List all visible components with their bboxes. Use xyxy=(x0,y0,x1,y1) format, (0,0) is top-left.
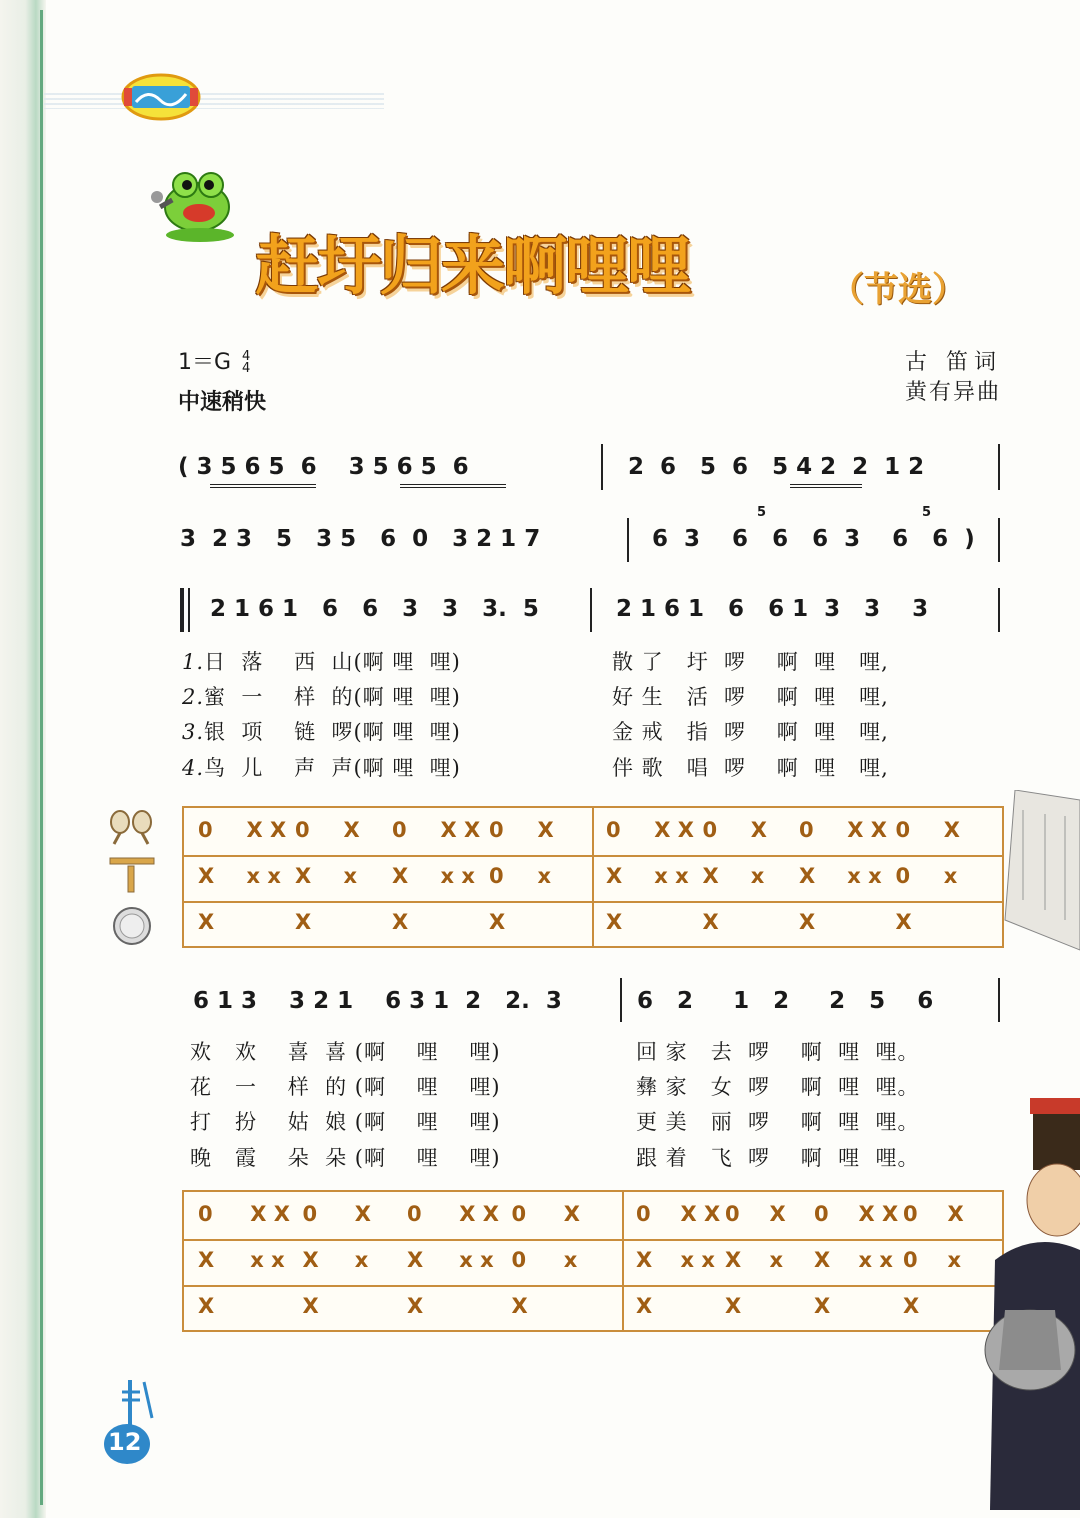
rhythm-cell: X xyxy=(343,818,360,842)
barline xyxy=(601,444,603,490)
rhythm-cell: X xyxy=(903,1294,920,1318)
rhythm-cell: X xyxy=(198,910,215,934)
rhythm-cell: X xyxy=(407,1294,424,1318)
rhythm-cell: 0 xyxy=(814,1202,829,1226)
barline xyxy=(620,978,622,1022)
time-top: 4 xyxy=(242,349,251,364)
barline xyxy=(627,518,629,562)
notation-line3-a: 2 1 6 1 6 6 3 3 3. 5 xyxy=(210,596,539,622)
rhythm-cell: 0 xyxy=(799,818,814,842)
rhythm-cell: X xyxy=(769,1202,786,1226)
key-signature xyxy=(178,345,250,376)
rhythm-row xyxy=(184,900,1002,947)
notation-line1-a: ( 3 5 6 5 6 3 5 6 5 6 xyxy=(178,454,469,480)
page-number: 12 xyxy=(108,1428,142,1456)
rhythm-cell: X X xyxy=(847,818,887,842)
rhythm-cell: 0 xyxy=(903,1202,918,1226)
tempo-marking: 中速稍快 xyxy=(178,390,267,415)
grace-note: 5 xyxy=(757,505,767,520)
rhythm-cell: X xyxy=(702,864,719,888)
singing-frog-icon xyxy=(145,165,240,245)
verse-number: 1. xyxy=(182,650,205,674)
beam xyxy=(210,484,316,488)
rhythm-cell: X xyxy=(606,864,623,888)
lyric-text: 日 落 西 山(啊 哩 哩) xyxy=(204,650,461,674)
rhythm-cell: X xyxy=(943,818,960,842)
lyric-text: 蜜 一 样 的(啊 哩 哩) xyxy=(204,685,461,709)
rhythm-table-upper xyxy=(182,806,1004,948)
rhythm-row xyxy=(184,1238,1002,1287)
rhythm-cell: X X xyxy=(459,1202,499,1226)
grace-note: 5 xyxy=(922,505,932,520)
rhythm-cell: 0 xyxy=(725,1202,740,1226)
rhythm-cell: x x xyxy=(250,1248,285,1272)
lyric-text: 打 扮 姑 娘 (啊 哩 哩) xyxy=(190,1110,501,1134)
erhu-icon xyxy=(118,1378,158,1428)
rhythm-cell: X X xyxy=(440,818,481,842)
time-bottom: 4 xyxy=(242,361,251,376)
rhythm-cell: x xyxy=(343,864,358,888)
lyrics-lower xyxy=(190,1036,501,1178)
barline xyxy=(998,518,1000,562)
lyricist-credit: 古 笛词 xyxy=(905,350,1002,375)
rhythm-cell: x x xyxy=(858,1248,893,1272)
beam xyxy=(400,484,506,488)
rhythm-cell: 0 xyxy=(295,818,310,842)
rhythm-cell: 0 xyxy=(302,1202,318,1226)
rhythm-cell: X xyxy=(606,910,623,934)
rhythm-cell: X xyxy=(947,1202,964,1226)
lyric-line xyxy=(182,752,461,788)
lyric-text: 银 项 链 啰(啊 哩 哩) xyxy=(204,720,461,744)
rhythm-cell: X xyxy=(799,864,816,888)
rhythm-cell: 0 xyxy=(511,1202,527,1226)
key-label: 1＝G xyxy=(178,350,232,375)
beam xyxy=(790,484,862,488)
rhythm-cell: 0 xyxy=(903,1248,918,1272)
barline xyxy=(998,444,1000,490)
lyric-line xyxy=(182,646,461,681)
lyric-line xyxy=(182,716,461,752)
rhythm-cell: X X xyxy=(250,1202,290,1226)
rhythm-cell: X xyxy=(354,1202,371,1226)
rhythm-cell: x xyxy=(563,1248,578,1272)
lyric-text: 彝 家 女 啰 啊 哩 哩。 xyxy=(636,1075,920,1099)
rhythm-row xyxy=(184,1192,1002,1241)
rhythm-cell: X xyxy=(392,910,409,934)
notation-line2-a: 3 2 3 5 3 5 6 0 3 2 1 7 xyxy=(180,526,541,552)
song-title: 赶圩归来啊哩哩 xyxy=(255,230,689,304)
rhythm-row xyxy=(184,808,1002,857)
rhythm-cell: X xyxy=(799,910,816,934)
verse-number: 3. xyxy=(182,720,205,744)
lyric-text: 花 一 样 的 (啊 哩 哩) xyxy=(190,1075,501,1099)
lyric-text: 跟 着 飞 啰 啊 哩 哩。 xyxy=(636,1146,920,1170)
rhythm-cell: 0 xyxy=(198,818,213,842)
lyric-text: 散 了 圩 啰 啊 哩 哩, xyxy=(612,650,889,674)
rhythm-cell: x x xyxy=(680,1248,715,1272)
rhythm-cell: 0 xyxy=(636,1202,651,1226)
rhythm-row xyxy=(184,854,1002,903)
rhythm-cell: X xyxy=(702,910,719,934)
rhythm-cell: x xyxy=(354,1248,369,1272)
rhythm-row xyxy=(184,1284,1002,1331)
rhythm-cell: X xyxy=(198,864,215,888)
rhythm-cell: X xyxy=(895,910,912,934)
claves-icon xyxy=(110,858,154,892)
rhythm-cell: x xyxy=(769,1248,784,1272)
verse-number: 2. xyxy=(182,685,205,709)
rhythm-cell: X xyxy=(636,1248,653,1272)
header-stripe xyxy=(44,93,384,109)
rhythm-cell: x xyxy=(750,864,765,888)
notation-line1-b: 2 6 5 6 5 4 2 2 1 2 xyxy=(628,454,925,480)
accordion-badge-icon xyxy=(118,72,204,122)
composer-credit: 黄有异曲 xyxy=(905,380,1002,405)
rhythm-cell: X xyxy=(725,1248,742,1272)
rhythm-cell: 0 xyxy=(895,818,911,842)
rhythm-cell: x x xyxy=(246,864,281,888)
rhythm-cell: X X xyxy=(858,1202,899,1226)
lyric-text: 鸟 儿 声 声(啊 哩 哩) xyxy=(204,756,461,780)
rhythm-table-lower xyxy=(182,1190,1004,1332)
rhythm-cell: X xyxy=(489,910,506,934)
notation-line2-b: 6 3 6 6 6 3 6 6 ) xyxy=(652,526,975,552)
rhythm-cell: X X xyxy=(680,1202,721,1226)
lyric-text: 回 家 去 啰 啊 哩 哩。 xyxy=(636,1040,920,1064)
lyric-text: 更 美 丽 啰 啊 哩 哩。 xyxy=(636,1110,920,1134)
rhythm-cell: 0 xyxy=(198,1202,213,1226)
lyric-text: 欢 欢 喜 喜 (啊 哩 哩) xyxy=(190,1040,501,1064)
rhythm-cell: 0 xyxy=(407,1202,422,1226)
rhythm-cell: X xyxy=(198,1294,215,1318)
rhythm-cell: x xyxy=(947,1248,962,1272)
rhythm-cell: X xyxy=(725,1294,742,1318)
rhythm-cell: 0 xyxy=(702,818,718,842)
yi-girl-illustration xyxy=(975,790,1080,1510)
rhythm-cell: 0 xyxy=(511,1248,527,1272)
tambourine-icon xyxy=(114,908,150,944)
barline xyxy=(998,588,1000,632)
notation-line4-b: 6 2 1 2 2 5 6 xyxy=(637,988,934,1014)
rhythm-cell: X xyxy=(392,864,409,888)
rhythm-cell: x x xyxy=(440,864,475,888)
rhythm-cell: 0 xyxy=(392,818,407,842)
spine-line xyxy=(40,10,43,1505)
rhythm-cell: X xyxy=(814,1294,831,1318)
rhythm-cell: X xyxy=(295,910,312,934)
rhythm-cell: 0 xyxy=(489,818,504,842)
rhythm-cell: X xyxy=(814,1248,831,1272)
rhythm-cell: X X xyxy=(654,818,694,842)
rhythm-cell: X xyxy=(511,1294,528,1318)
rhythm-cell: 0 xyxy=(895,864,911,888)
barline xyxy=(590,588,592,632)
rhythm-cell: x x xyxy=(459,1248,494,1272)
lyric-text: 好 生 活 啰 啊 哩 哩, xyxy=(612,685,889,709)
rhythm-cell: X xyxy=(563,1202,580,1226)
rhythm-cell: 0 xyxy=(489,864,504,888)
rhythm-cell: x x xyxy=(847,864,882,888)
rhythm-cell: X xyxy=(302,1248,319,1272)
verse-number: 4. xyxy=(182,756,205,780)
lyrics-lower-right xyxy=(636,1036,919,1178)
lyrics-upper-right xyxy=(612,646,889,788)
notation-line4-a: 6 1 3 3 2 1 6 3 1 2 2. 3 xyxy=(193,988,562,1014)
rhythm-cell: X xyxy=(537,818,554,842)
rhythm-cell: X xyxy=(295,864,312,888)
lyric-text: 伴 歌 唱 啰 啊 哩 哩, xyxy=(612,756,889,780)
rhythm-cell: X xyxy=(407,1248,424,1272)
repeat-start-thin xyxy=(188,588,190,632)
rhythm-cell: X xyxy=(198,1248,215,1272)
rhythm-cell: X xyxy=(302,1294,319,1318)
rhythm-cell: x xyxy=(943,864,958,888)
rhythm-cell: X xyxy=(750,818,767,842)
notation-line3-b: 2 1 6 1 6 6 1 3 3 3 xyxy=(616,596,929,622)
lyric-line xyxy=(182,681,461,716)
maracas-icon xyxy=(111,811,151,844)
rhythm-cell: x x xyxy=(654,864,689,888)
rhythm-cell: 0 xyxy=(606,818,621,842)
time-signature xyxy=(242,351,250,375)
percussion-icons xyxy=(104,808,160,948)
lyric-text: 金 戒 指 啰 啊 哩 哩, xyxy=(612,720,889,744)
rhythm-cell: X xyxy=(636,1294,653,1318)
lyric-text: 晚 霞 朵 朵 (啊 哩 哩) xyxy=(190,1146,501,1170)
lyrics-upper xyxy=(182,646,461,788)
song-subtitle: （节选） xyxy=(830,270,966,310)
rhythm-cell: x xyxy=(537,864,552,888)
rhythm-cell: X X xyxy=(246,818,287,842)
repeat-start xyxy=(180,588,184,632)
